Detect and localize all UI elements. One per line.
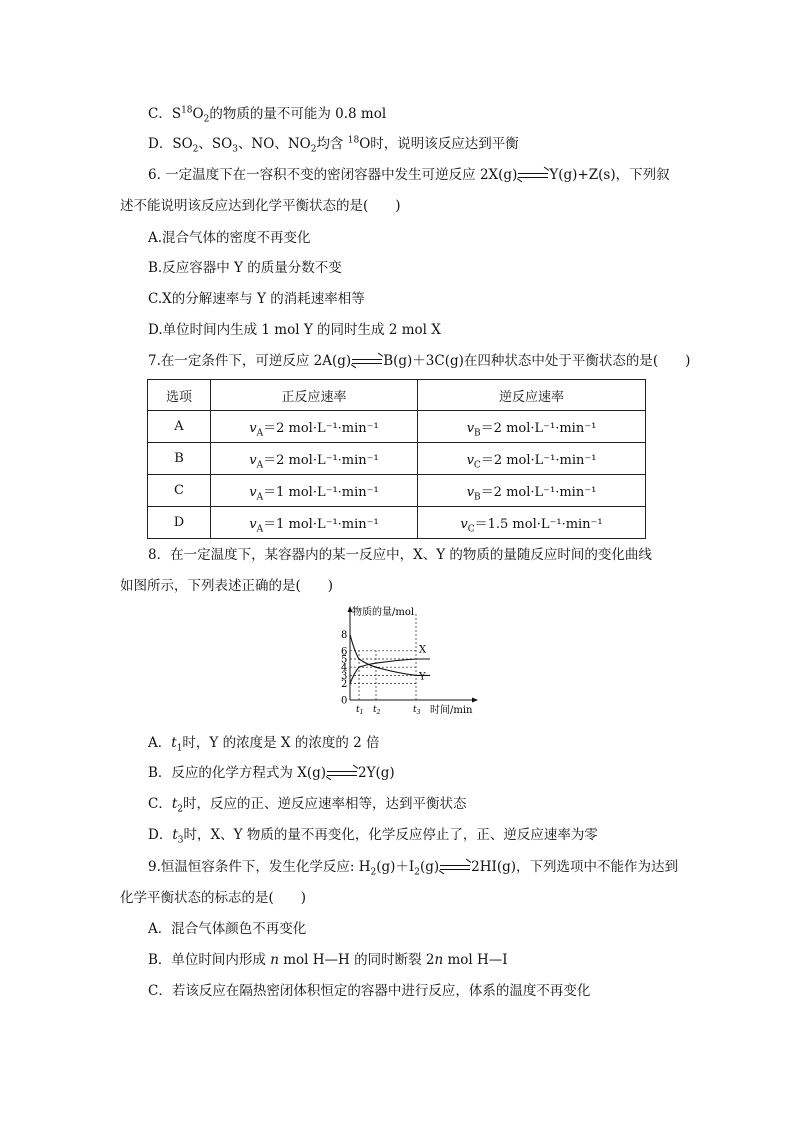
- q6-option-b: B.反应容器中 Y 的质量分数不变: [148, 260, 342, 276]
- amount-time-graph: [330, 604, 482, 716]
- x-axis-arrow-icon: [472, 698, 478, 703]
- q8-stem-line2: 如图所示，下列表述正确的是( ): [120, 578, 334, 594]
- q6-option-d: D.单位时间内生成 1 mol Y 的同时生成 2 mol X: [148, 322, 441, 338]
- y-tick-label: 6: [341, 646, 348, 658]
- q8-option-d: D．$t_3$时，X、Y 物质的量不再变化，化学反应停止了，正、逆反应速率为零: [148, 827, 598, 846]
- series-label: Y: [419, 671, 426, 683]
- table-row: [148, 507, 646, 539]
- rate-table: [147, 379, 646, 539]
- table-header: 选项: [148, 380, 211, 411]
- q6-option-a: A.混合气体的密度不再变化: [148, 230, 311, 246]
- q6-stem-line2: 述不能说明该反应达到化学平衡状态的是( ): [120, 198, 401, 214]
- q5-option-c: C．$S^{18}O_2$的物质的量不可能为 0.8 mol: [148, 105, 387, 125]
- table-cell: $v_C=1.5$ mol·L⁻¹·min⁻¹: [418, 507, 646, 539]
- table-cell: C: [148, 475, 211, 507]
- equilibrium-arrow-icon: [327, 769, 357, 779]
- q5-option-d: D．$SO_2$、$SO_3$、NO、$NO_2$均含 $^{18}$O时，说明该反应达到平衡: [148, 135, 519, 155]
- table-row: [148, 443, 646, 475]
- q7-stem: 7.在一定条件下，可逆反应 2A(g) B(g)＋3C(g)在四种状态中处于平衡状态的是( ): [148, 353, 691, 369]
- y-tick-label: 4: [341, 662, 348, 674]
- x-tick-label: $t_1$: [356, 705, 364, 716]
- q6-option-c: C.X的分解速率与 Y 的消耗速率相等: [148, 291, 365, 307]
- q9-stem-line1: 9.恒温恒容条件下，发生化学反应: $H_2(g)+I_2(g)$ 2HI(g)，下列选项中不能作为达到: [148, 859, 679, 878]
- table-cell: $v_B=2$ mol·L⁻¹·min⁻¹: [418, 475, 646, 507]
- table-cell: D: [148, 507, 211, 539]
- table-cell: B: [148, 443, 211, 475]
- x-tick-label: $t_2$: [373, 705, 381, 716]
- y-tick-label: 8: [341, 629, 348, 641]
- q9-stem-line2: 化学平衡状态的标志的是( ): [120, 890, 307, 906]
- y-tick-label: 3: [341, 670, 348, 682]
- q8-option-c: C．$t_2$时，反应的正、逆反应速率相等，达到平衡状态: [148, 796, 467, 815]
- table-cell: $v_B=2$ mol·L⁻¹·min⁻¹: [418, 411, 646, 443]
- q8-option-b: B．反应的化学方程式为 X(g) 2Y(g): [148, 765, 395, 781]
- graph-layer: [341, 605, 478, 716]
- y-tick-label: 5: [341, 654, 348, 666]
- q9-option-c: C．若该反应在隔热密闭体积恒定的容器中进行反应，体系的温度不再变化: [148, 983, 591, 999]
- table-cell: A: [148, 411, 211, 443]
- table-cell: $v_A=2$ mol·L⁻¹·min⁻¹: [211, 411, 418, 443]
- equilibrium-arrow-icon: [440, 863, 470, 873]
- equilibrium-arrow-icon: [352, 357, 382, 367]
- x-axis-label: 时间/min: [430, 705, 473, 716]
- y-axis-label: 物质的量/mol: [352, 607, 415, 618]
- table-cell: $v_C=2$ mol·L⁻¹·min⁻¹: [418, 443, 646, 475]
- x-tick-label: $t_3$: [413, 705, 421, 716]
- series-label: X: [419, 644, 427, 656]
- table-header: 正反应速率: [211, 380, 418, 411]
- table-row: [148, 411, 646, 443]
- table-cell: $v_A=1$ mol·L⁻¹·min⁻¹: [211, 475, 418, 507]
- q6-stem-line1: 6. 一定温度下在一容积不变的密闭容器中发生可逆反应 2X(g) Y(g)+Z(s)，下列叙: [148, 167, 670, 183]
- q9-option-a: A．混合气体颜色不再变化: [148, 921, 307, 937]
- table-header-row: [148, 380, 646, 411]
- table-header: 逆反应速率: [418, 380, 646, 411]
- q8-stem-line1: 8．在一定温度下，某容器内的某一反应中，X、Y 的物质的量随反应时间的变化曲线: [148, 547, 652, 563]
- y-tick-label: 0: [341, 695, 348, 707]
- series-line-y: [350, 634, 430, 675]
- table-cell: $v_A=1$ mol·L⁻¹·min⁻¹: [211, 507, 418, 539]
- table-cell: $v_A=2$ mol·L⁻¹·min⁻¹: [211, 443, 418, 475]
- table-row: [148, 475, 646, 507]
- equilibrium-arrow-icon: [518, 171, 548, 181]
- q9-option-b: B．单位时间内形成 n mol H—H 的同时断裂 2n mol H—I: [148, 952, 508, 968]
- y-tick-label: 2: [341, 679, 348, 691]
- q8-option-a: A．$t_1$时，Y 的浓度是 X 的浓度的 2 倍: [148, 735, 380, 754]
